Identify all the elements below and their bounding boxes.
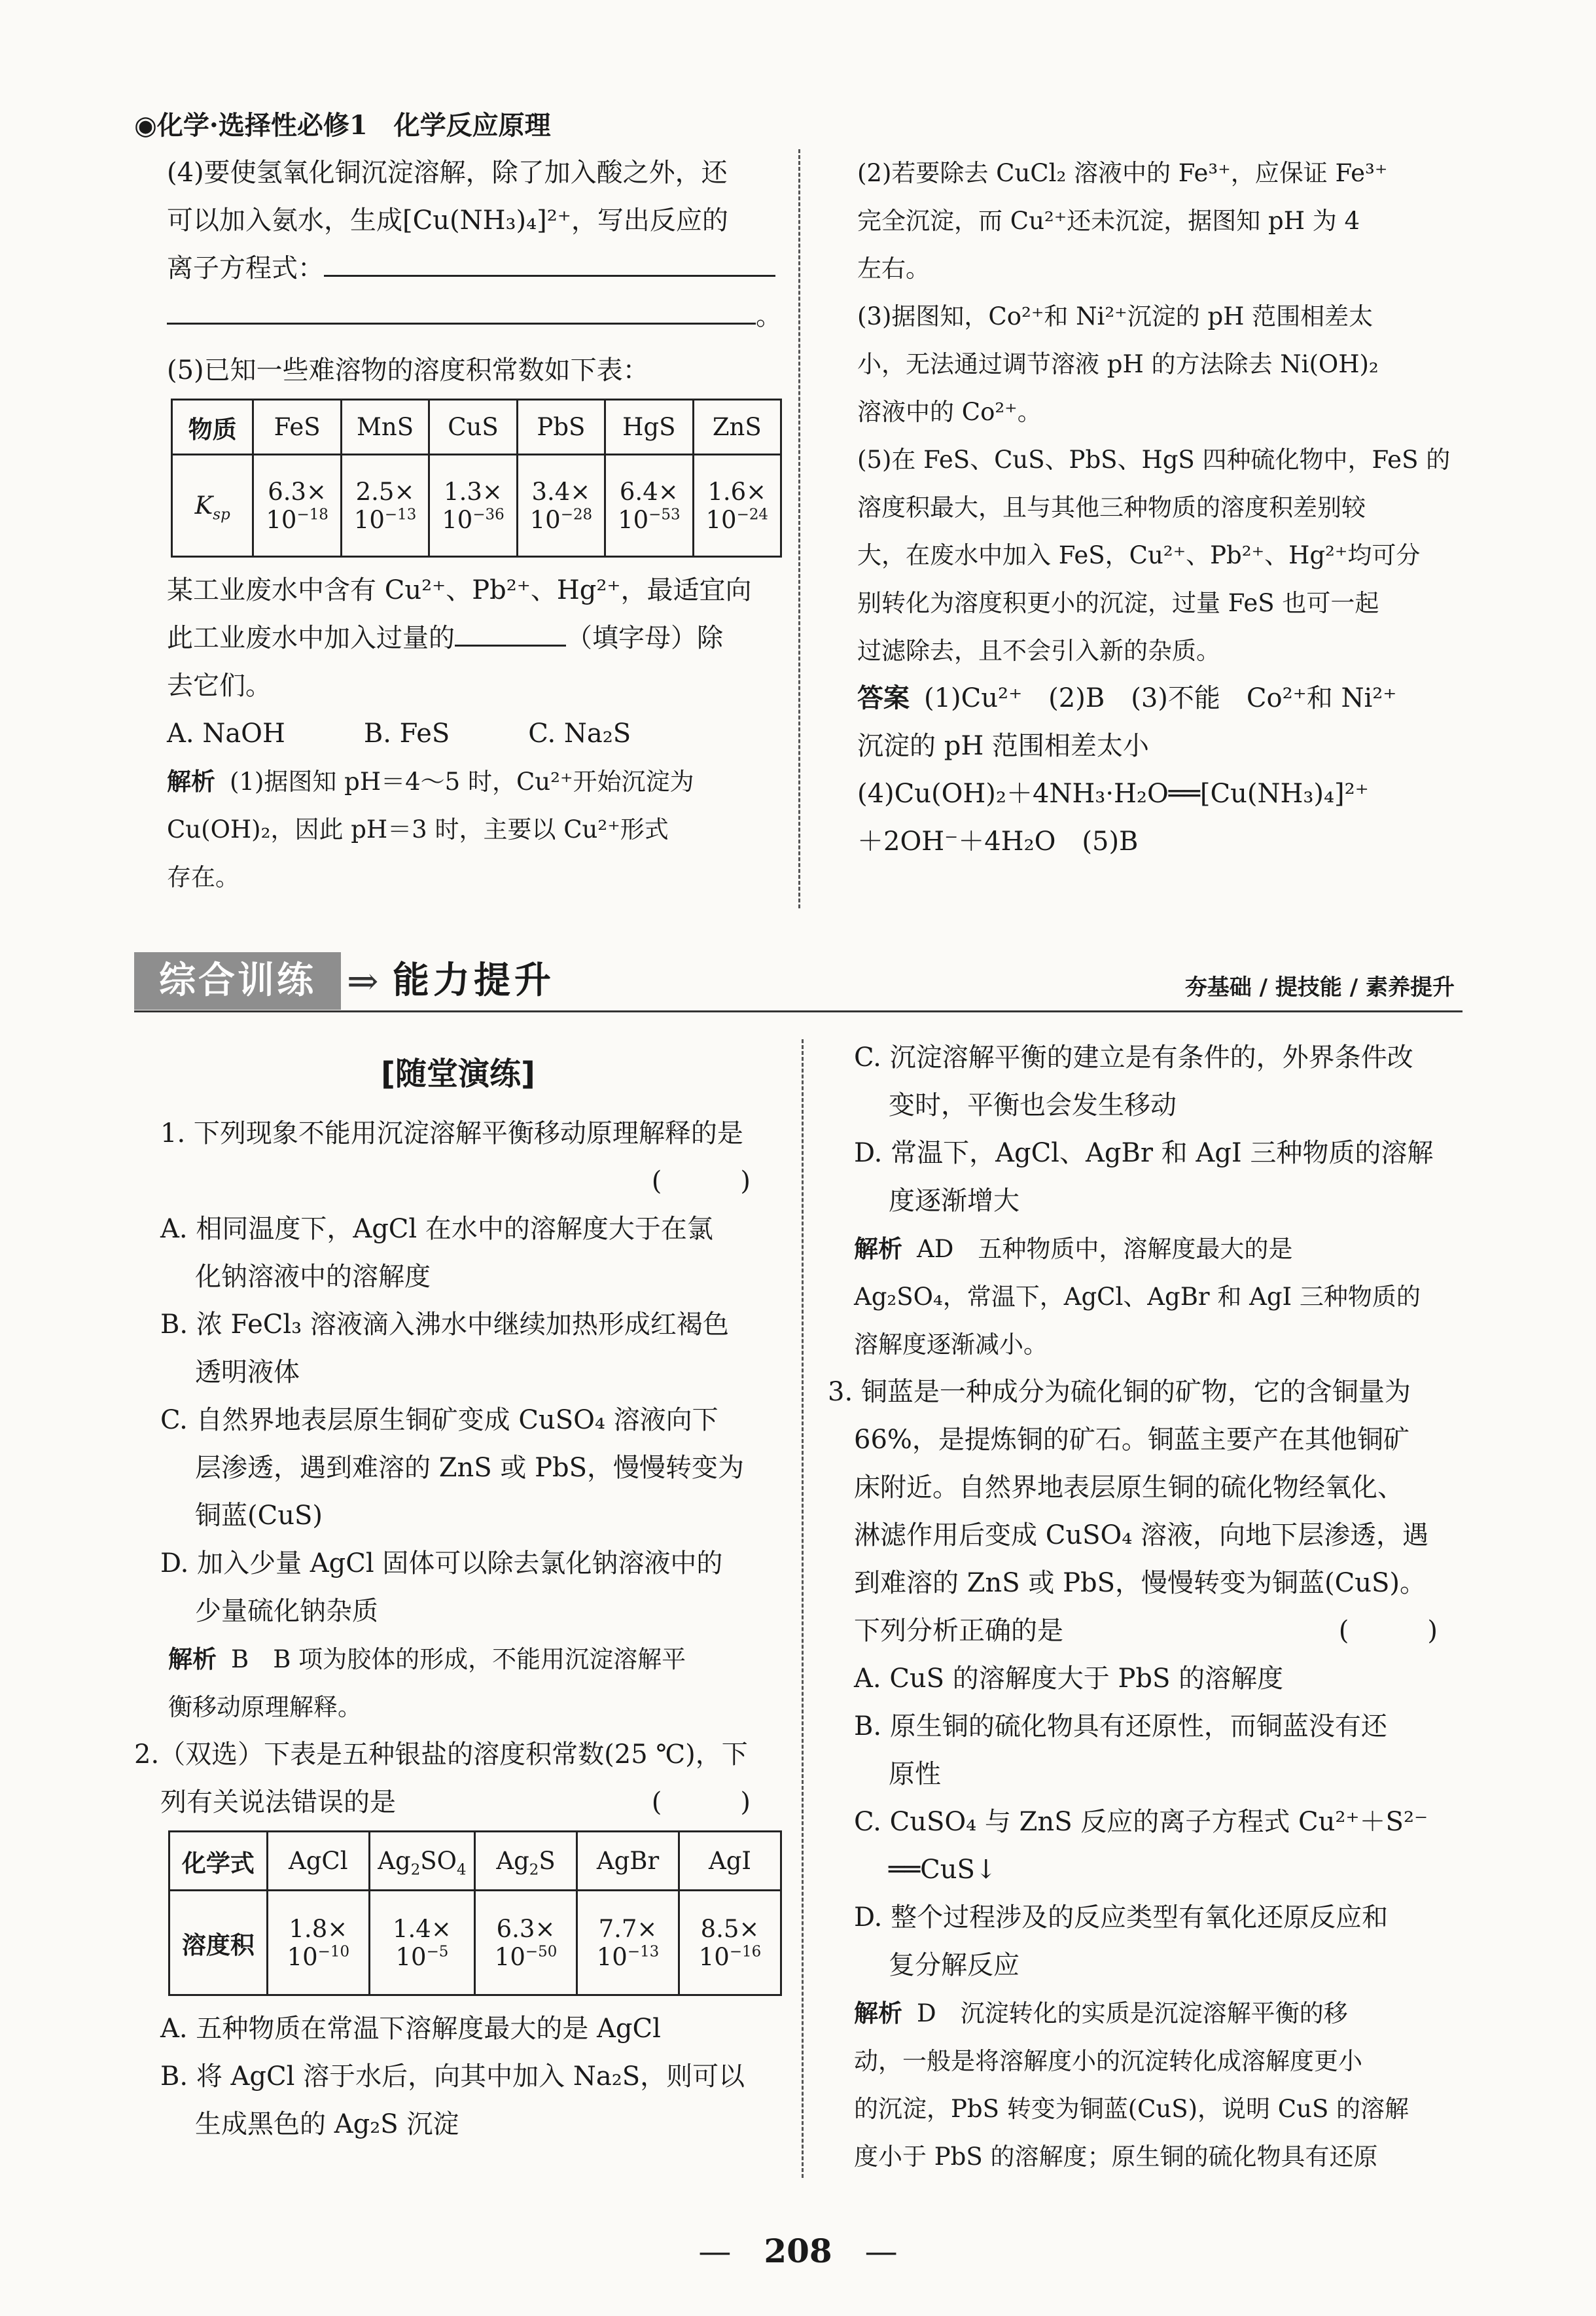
- q1-stem: 1. 下列现象不能用沉淀溶解平衡移动原理解释的是: [160, 1118, 743, 1149]
- ksp-header-label: 物质: [172, 400, 253, 455]
- top-right-column: [857, 149, 1466, 866]
- page-footer: — 208 —: [698, 2232, 898, 2270]
- q3-option-b-1: B. 原生铜的硫化物具有还原性，而铜蓝没有还: [854, 1711, 1387, 1741]
- arrow-icon: ⇒: [347, 959, 379, 1003]
- ksp-head-0: FeS: [253, 400, 341, 455]
- answer-line-1: 答案 (1)Cu²⁺ (2)B (3)不能 Co²⁺和 Ni²⁺: [857, 683, 1397, 713]
- ag-value-4: 8.5× $10^{-16}$: [679, 1891, 781, 1995]
- sol2-line-2: 完全沉淀，而 Cu²⁺还未沉淀，据图知 pH 为 4: [857, 207, 1360, 235]
- q5-intro: (5)已知一些难溶物的溶度积常数如下表：: [167, 355, 649, 385]
- q3-line-1: 3. 铜蓝是一种成分为硫化铜的矿物，它的含铜量为: [828, 1377, 1411, 1407]
- q3-line-4: 淋滤作用后变成 CuSO₄ 溶液，向地下层渗透，遇: [854, 1520, 1429, 1550]
- q2-option-c-1: C. 沉淀溶解平衡的建立是有条件的，外界条件改: [854, 1042, 1413, 1073]
- answer-blank: [324, 249, 775, 277]
- page-number: 208: [764, 2232, 832, 2270]
- q4-line-4: 。: [167, 293, 782, 340]
- silver-salt-table: [168, 1830, 782, 1996]
- column-divider: [802, 1039, 804, 2178]
- ksp-header-row: [172, 400, 781, 455]
- subsection-title: [随堂演练]: [381, 1056, 535, 1092]
- ag-head-0: AgCl: [267, 1832, 369, 1891]
- ag-value-1: 1.4× $10^{-5}$: [369, 1891, 474, 1995]
- sol3-line-3: 溶液中的 Co²⁺。: [857, 398, 1042, 426]
- q2-option-d-1: D. 常温下，AgCl、AgBr 和 AgI 三种物质的溶解: [854, 1138, 1434, 1168]
- ksp-row-label: $K_{sp}$: [172, 455, 253, 557]
- ksp-head-5: ZnS: [693, 400, 781, 455]
- q3-solution-3: 的沉淀，PbS 转变为铜蓝(CuS)，说明 CuS 的溶解: [854, 2095, 1410, 2123]
- q2-option-b-2: 生成黑色的 Ag₂S 沉淀: [195, 2109, 459, 2139]
- ksp-value-0: 6.3× $10^{-18}$: [253, 455, 341, 557]
- ag-value-2: 6.3× $10^{-50}$: [475, 1891, 577, 1995]
- answer-parentheses: ( ): [651, 1787, 777, 1817]
- ksp-head-1: MnS: [341, 400, 429, 455]
- ag-value-0: 1.8× $10^{-10}$: [267, 1891, 369, 1995]
- ag-header-label: 化学式: [169, 1832, 268, 1891]
- q3-option-b-2: 原性: [889, 1759, 941, 1789]
- ksp-head-2: CuS: [429, 400, 517, 455]
- top-left-column: [167, 149, 782, 901]
- answer-line-3: (4)Cu(OH)₂＋4NH₃·H₂O══[Cu(NH₃)₄]²⁺: [857, 779, 1369, 809]
- sol5-line-1: (5)在 FeS、CuS、PbS、HgS 四种硫化物中，FeS 的: [857, 446, 1451, 474]
- q3-solution-4: 度小于 PbS 的溶解度；原生铜的硫化物具有还原: [854, 2143, 1378, 2171]
- q3-option-d-1: D. 整个过程涉及的反应类型有氧化还原反应和: [854, 1902, 1389, 1933]
- q1-option-a-1: A. 相同温度下，AgCl 在水中的溶解度大于在氯: [160, 1214, 713, 1244]
- ag-head-4: AgI: [679, 1832, 781, 1891]
- ksp-head-4: HgS: [605, 400, 693, 455]
- q1-option-b-2: 透明液体: [195, 1357, 300, 1387]
- answer-parentheses: ( ): [651, 1166, 777, 1196]
- q1-solution-1: 解析 B B 项为胶体的形成，不能用沉淀溶解平: [168, 1645, 686, 1673]
- q2-solution-3: 溶解度逐渐减小。: [854, 1330, 1048, 1359]
- q1-option-d-1: D. 加入少量 AgCl 固体可以除去氯化钠溶液中的: [160, 1548, 723, 1578]
- q3-option-c-2: ══CuS↓: [889, 1855, 997, 1885]
- sol5-line-2: 溶度积最大，且与其他三种物质的溶度积差别较: [857, 493, 1366, 522]
- sol2-line-1: (2)若要除去 CuCl₂ 溶液中的 Fe³⁺，应保证 Fe³⁺: [857, 159, 1388, 187]
- running-header: ◉化学·选择性必修1 化学反应原理: [134, 110, 551, 141]
- sol5-line-3: 大，在废水中加入 FeS，Cu²⁺、Pb²⁺、Hg²⁺均可分: [857, 541, 1421, 569]
- answer-line-2: 沉淀的 pH 范围相差太小: [857, 731, 1149, 761]
- answer-line-4: ＋2OH⁻＋4H₂O (5)B: [857, 827, 1139, 857]
- q3-option-c-1: C. CuSO₄ 与 ZnS 反应的离子方程式 Cu²⁺＋S²⁻: [854, 1807, 1428, 1837]
- solution-line-1: 解析 (1)据图知 pH＝4～5 时，Cu²⁺开始沉淀为: [167, 768, 694, 796]
- banner-title-left: 综合训练: [134, 952, 341, 1010]
- banner-tagline: 夯基础 / 提技能 / 素养提升: [1184, 974, 1455, 1001]
- ksp-table: [171, 399, 782, 558]
- q1-option-c-1: C. 自然界地表层原生铜矿变成 CuSO₄ 溶液向下: [160, 1405, 718, 1435]
- sol5-line-5: 过滤除去，且不会引入新的杂质。: [857, 637, 1220, 665]
- q2-option-a: A. 五种物质在常温下溶解度最大的是 AgCl: [160, 2014, 661, 2044]
- banner-title-right: 能力提升: [393, 959, 555, 1002]
- q2-solution-1: 解析 AD 五种物质中，溶解度最大的是: [854, 1235, 1293, 1263]
- ag-head-1: $Ag_2SO_4$: [369, 1832, 474, 1891]
- q3-line-5: 到难溶的 ZnS 或 PbS，慢慢转变为铜蓝(CuS)。: [854, 1568, 1427, 1598]
- q3-option-d-2: 复分解反应: [889, 1950, 1020, 1980]
- sol5-line-4: 别转化为溶度积更小的沉淀，过量 FeS 也可一起: [857, 589, 1379, 617]
- ag-row-label: 溶度积: [169, 1891, 268, 1995]
- answer-blank: [455, 618, 566, 647]
- q3-solution-1: 解析 D 沉淀转化的实质是沉淀溶解平衡的移: [854, 1999, 1348, 2027]
- ag-head-3: AgBr: [577, 1832, 679, 1891]
- answer-parentheses: ( ): [1338, 1616, 1464, 1646]
- ag-value-3: 7.7× $10^{-13}$: [577, 1891, 679, 1995]
- q1-paren-line: [134, 1158, 782, 1205]
- ksp-value-row: [172, 455, 781, 557]
- q1-option-d-2: 少量硫化钠杂质: [195, 1596, 378, 1626]
- q5-options: A. NaOH B. FeS C. Na₂S: [167, 719, 631, 749]
- q3-line-6: 下列分析正确的是 ( ): [854, 1607, 1469, 1655]
- answer-blank: [167, 296, 756, 325]
- ag-head-2: $Ag_2S$: [475, 1832, 577, 1891]
- ksp-value-2: 1.3× $10^{-36}$: [429, 455, 517, 557]
- ksp-value-1: 2.5× $10^{-13}$: [341, 455, 429, 557]
- ksp-value-4: 6.4× $10^{-53}$: [605, 455, 693, 557]
- q5-line-2: 此工业废水中加入过量的 （填字母）除: [167, 615, 782, 662]
- ag-header-row: [169, 1832, 781, 1891]
- q2-option-d-2: 度逐渐增大: [889, 1186, 1020, 1216]
- q3-solution-2: 动，一般是将溶解度小的沉淀转化成溶解度更小: [854, 2047, 1362, 2075]
- q3-option-a: A. CuS 的溶解度大于 PbS 的溶解度: [854, 1664, 1284, 1694]
- ksp-head-3: PbS: [517, 400, 605, 455]
- q1-option-c-2: 层渗透，遇到难溶的 ZnS 或 PbS，慢慢转变为: [195, 1453, 745, 1483]
- q5-line-1: 某工业废水中含有 Cu²⁺、Pb²⁺、Hg²⁺，最适宜向: [167, 575, 752, 605]
- solution-line-3: 存在。: [167, 863, 239, 891]
- solution-line-2: Cu(OH)₂，因此 pH＝3 时，主要以 Cu²⁺形式: [167, 815, 669, 844]
- q3-line-2: 66%，是提炼铜的矿石。铜蓝主要产在其他铜矿: [854, 1425, 1410, 1455]
- q5-line-3: 去它们。: [167, 671, 272, 701]
- q3-line-3: 床附近。自然界地表层原生铜的硫化物经氧化、: [854, 1472, 1404, 1503]
- q1-solution-2: 衡移动原理解释。: [168, 1693, 362, 1721]
- bottom-left-column: [134, 1039, 782, 2148]
- bottom-right-column: [828, 1034, 1469, 2181]
- q4-line-2: 可以加入氨水，生成[Cu(NH₃)₄]²⁺，写出反应的: [167, 205, 728, 236]
- q2-solution-2: Ag₂SO₄，常温下，AgCl、AgBr 和 AgI 三种物质的: [854, 1283, 1421, 1311]
- q4-line-1: (4)要使氢氧化铜沉淀溶解，除了加入酸之外，还: [167, 158, 728, 188]
- ag-value-row: [169, 1891, 781, 1995]
- q2-line-1: 2.（双选）下表是五种银盐的溶度积常数(25 ℃)，下: [134, 1739, 748, 1770]
- sol3-line-2: 小，无法通过调节溶液 pH 的方法除去 Ni(OH)₂: [857, 350, 1379, 378]
- q1-option-c-3: 铜蓝(CuS): [195, 1501, 323, 1531]
- column-divider: [798, 149, 800, 908]
- q4-line-3: 离子方程式：: [167, 245, 782, 293]
- q1-option-a-2: 化钠溶液中的溶解度: [195, 1262, 431, 1292]
- q1-option-b-1: B. 浓 FeCl₃ 溶液滴入沸水中继续加热形成红褐色: [160, 1309, 729, 1340]
- q2-option-c-2: 变时，平衡也会发生移动: [889, 1090, 1177, 1120]
- banner-rule: [134, 1010, 1463, 1012]
- sol3-line-1: (3)据图知，Co²⁺和 Ni²⁺沉淀的 pH 范围相差太: [857, 302, 1374, 330]
- q2-option-b-1: B. 将 AgCl 溶于水后，向其中加入 Na₂S，则可以: [160, 2061, 745, 2092]
- q2-line-2: 列有关说法错误的是 ( ): [134, 1779, 782, 1826]
- ksp-value-3: 3.4× $10^{-28}$: [517, 455, 605, 557]
- sol2-line-3: 左右。: [857, 255, 930, 283]
- ksp-value-5: 1.6× $10^{-24}$: [693, 455, 781, 557]
- section-banner: [134, 952, 1463, 1012]
